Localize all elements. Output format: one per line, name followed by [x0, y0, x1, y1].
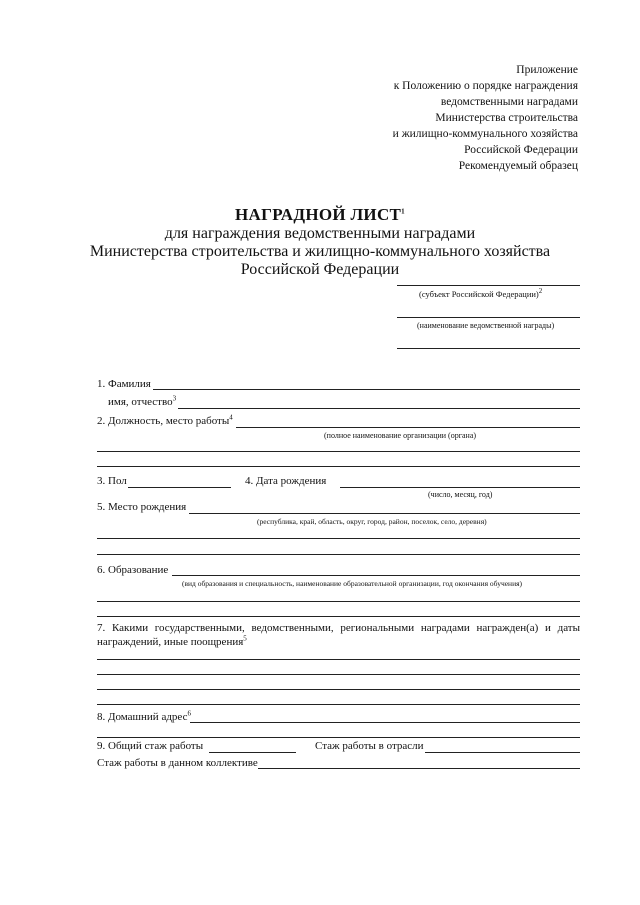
industry-experience-label: Стаж работы в отрасли — [315, 740, 424, 752]
header-regulation-line1: к Положению о порядке награждения — [393, 80, 578, 92]
education-field-line-2[interactable] — [97, 601, 580, 602]
org-name-caption: (полное наименование организации (органа) — [324, 431, 477, 440]
name-patronymic-field[interactable] — [178, 408, 580, 409]
header-regulation-line5: Российской Федерации — [464, 144, 578, 156]
title-subtitle-2: Министерства строительства и жилищно-коммунального хозяйства — [89, 243, 551, 260]
page-title — [0, 205, 640, 225]
header-appendix: Приложение — [516, 64, 578, 76]
industry-experience-field[interactable] — [425, 752, 580, 753]
date-format-caption: (число, месяц, год) — [428, 490, 493, 499]
birthplace-label: 5. Место рождения — [97, 501, 187, 513]
education-field-line-3[interactable] — [97, 616, 580, 617]
team-experience-field[interactable] — [258, 768, 580, 769]
footnote-ref-1: 1 — [401, 207, 405, 216]
header-regulation-line3: Министерства строительства — [435, 112, 578, 124]
title-subtitle-3: Российской Федерации — [240, 261, 400, 278]
position-field-line-3[interactable] — [97, 466, 580, 467]
page-title-text: НАГРАДНОЙ ЛИСТ — [235, 205, 402, 224]
birthplace-field-line-3[interactable] — [97, 554, 580, 555]
name-patronymic-label: имя, отчество$^3$ — [108, 394, 177, 408]
education-field[interactable] — [172, 575, 580, 576]
home-address-field-line-2[interactable] — [97, 737, 580, 738]
surname-field[interactable] — [153, 389, 580, 390]
birthplace-caption: (республика, край, область, округ, город, район, поселок, село, деревня) — [257, 517, 487, 526]
subject-line[interactable] — [397, 285, 580, 286]
award-name-line[interactable] — [397, 317, 580, 318]
home-address-field[interactable] — [190, 722, 580, 723]
position-label: 2. Должность, место работы$^4$ — [97, 413, 233, 427]
surname-label: 1. Фамилия — [97, 378, 151, 390]
recommended-sample: Рекомендуемый образец — [458, 160, 578, 172]
team-experience-label: Стаж работы в данном коллективе — [97, 757, 258, 769]
award-extra-line[interactable] — [397, 348, 580, 349]
awards-field-line-2[interactable] — [97, 674, 580, 675]
birth-date-label: 4. Дата рождения — [245, 475, 327, 487]
awards-label: 7. Какими государственными, ведомственными, региональными наградами награжден(а) и даты награждений, иные поощрения$^5$ — [97, 622, 580, 648]
award-name-caption: (наименование ведомственной награды) — [417, 321, 555, 330]
subject-caption: (субъект Российской Федерации)$^2$ — [419, 287, 543, 299]
header-regulation-line4: и жилищно-коммунального хозяйства — [392, 128, 578, 140]
total-experience-field[interactable] — [209, 752, 296, 753]
education-label: 6. Образование — [97, 564, 169, 576]
awards-field-line-3[interactable] — [97, 689, 580, 690]
education-caption: (вид образования и специальность, наименование образовательной организации, год окончания обучения) — [182, 579, 523, 588]
home-address-label: 8. Домашний адрес$^6$ — [97, 709, 191, 723]
birth-date-field[interactable] — [340, 487, 580, 488]
sex-label: 3. Пол — [97, 475, 127, 487]
awards-field-line-1[interactable] — [97, 659, 580, 660]
header-regulation-line2: ведомственными наградами — [440, 96, 578, 108]
position-field-line-2[interactable] — [97, 451, 580, 452]
title-subtitle-1: для награждения ведомственными наградами — [164, 225, 476, 242]
position-field[interactable] — [236, 427, 580, 428]
birthplace-field[interactable] — [189, 513, 580, 514]
sex-field[interactable] — [128, 487, 231, 488]
awards-field-line-4[interactable] — [97, 704, 580, 705]
total-experience-label: 9. Общий стаж работы — [97, 740, 204, 752]
birthplace-field-line-2[interactable] — [97, 538, 580, 539]
